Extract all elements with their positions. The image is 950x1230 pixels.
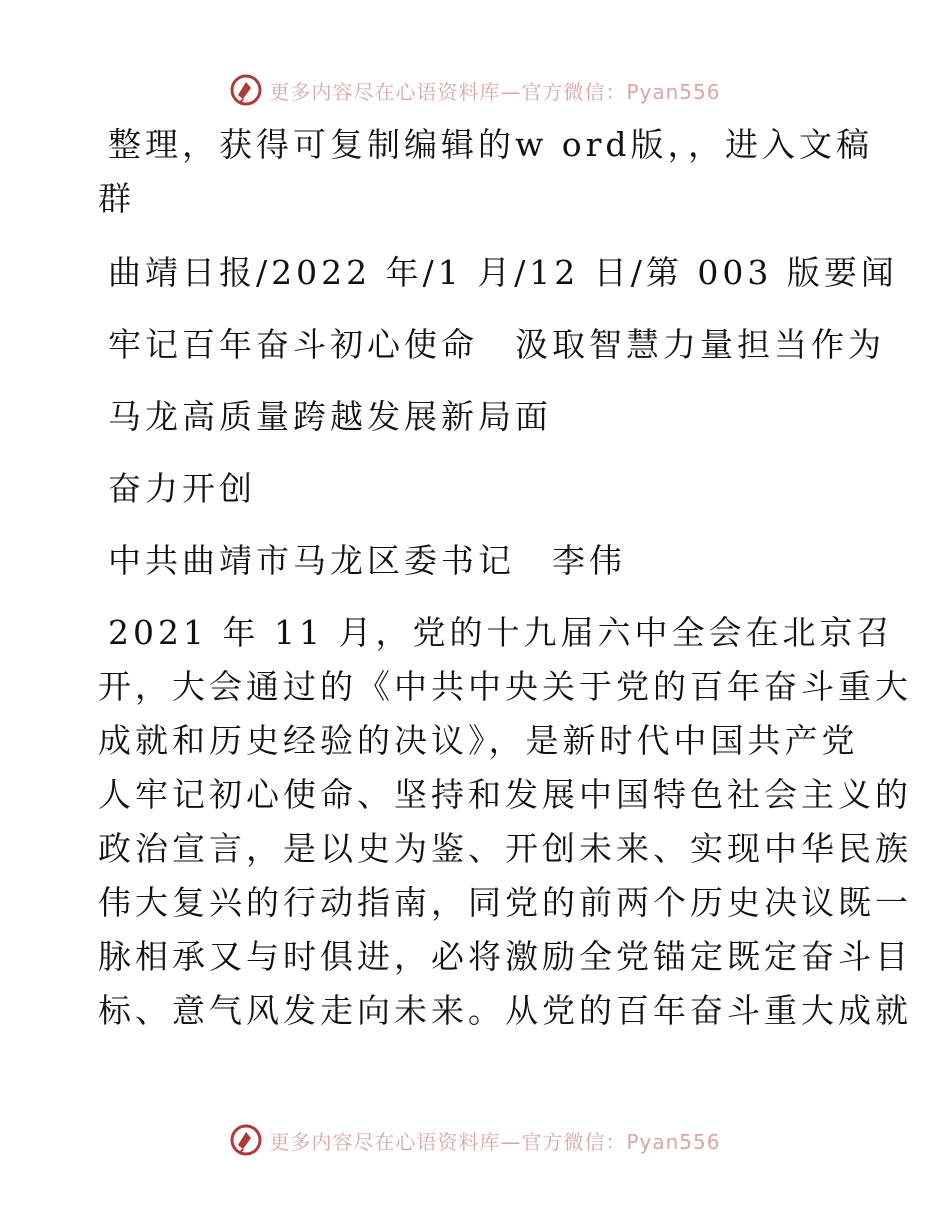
body-text-line: 伟大复兴的行动指南，同党的前两个历史决议既一 xyxy=(98,883,912,922)
watermark-text: 更多内容尽在心语资料库—官方微信：Pyan556 xyxy=(269,1129,721,1154)
headline-line-2: 马龙高质量跨越发展新局面 xyxy=(108,397,552,436)
intro-line-continued: 群 xyxy=(98,179,135,218)
watermark-logo-icon xyxy=(229,73,263,107)
watermark-logo-icon xyxy=(229,1123,263,1157)
document-body xyxy=(98,118,912,1038)
source-line: 曲靖日报/2022 年/1 月/12 日/第 003 版要闻 xyxy=(108,253,898,292)
watermark-header xyxy=(0,70,950,110)
body-text-line: 脉相承又与时俱进，必将激励全党锚定既定奋斗目 xyxy=(98,937,912,976)
headline-line-1: 牢记百年奋斗初心使命 汲取智慧力量担当作为 xyxy=(108,325,885,364)
headline-line-3: 奋力开创 xyxy=(108,469,256,508)
watermark-footer xyxy=(0,1120,950,1160)
body-paragraph xyxy=(98,606,912,1038)
body-text-line: 标、意气风发走向未来。从党的百年奋斗重大成就 xyxy=(98,991,912,1030)
watermark-text: 更多内容尽在心语资料库—官方微信：Pyan556 xyxy=(269,79,721,104)
body-text-line: 政治宣言，是以史为鉴、开创未来、实现中华民族 xyxy=(98,829,912,868)
body-text-line: 人牢记初心使命、坚持和发展中国特色社会主义的 xyxy=(98,775,912,814)
body-text-line: 成就和历史经验的决议》，是新时代中国共产党 xyxy=(98,721,859,760)
body-text-line: 2021 年 11 月，党的十九届六中全会在北京召 xyxy=(108,613,894,652)
author-line: 中共曲靖市马龙区委书记 李伟 xyxy=(108,541,626,580)
intro-line: 整理，获得可复制编辑的w ord版，，进入文稿 xyxy=(108,125,874,164)
body-text-line: 开，大会通过的《中共中央关于党的百年奋斗重大 xyxy=(98,667,912,706)
